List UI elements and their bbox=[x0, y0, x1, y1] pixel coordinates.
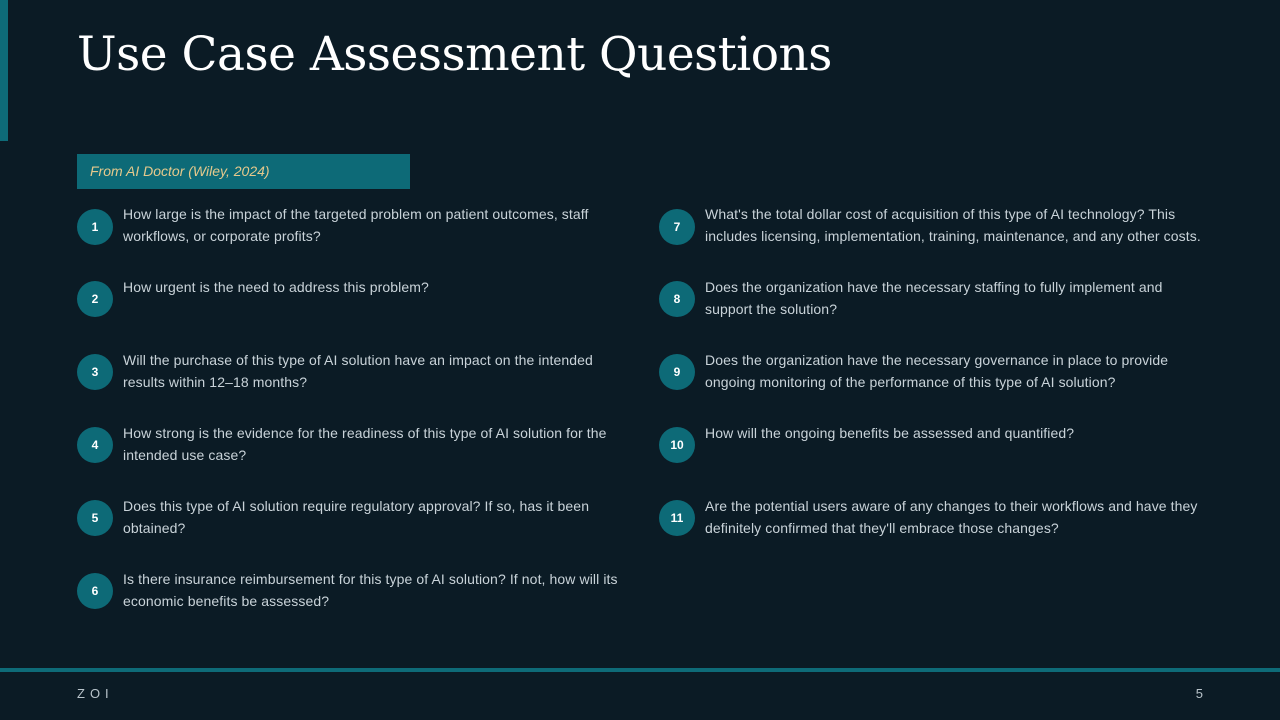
question-text: How will the ongoing benefits be assessed and quantified? bbox=[705, 425, 1075, 441]
footer-brand: ZOI bbox=[77, 686, 114, 701]
question-number-badge: 5 bbox=[77, 500, 113, 536]
question-text: How urgent is the need to address this problem? bbox=[123, 279, 429, 295]
accent-bar bbox=[0, 0, 8, 141]
question-text: What's the total dollar cost of acquisition of this type of AI technology? This includes licensing, implementation, training, maintenance, and any other costs. bbox=[705, 206, 1201, 244]
slide-title: Use Case Assessment Questions bbox=[77, 27, 832, 82]
question-number-badge: 8 bbox=[659, 281, 695, 317]
question-text: Is there insurance reimbursement for this type of AI solution? If not, how will its economic benefits be assessed? bbox=[123, 571, 618, 609]
page-number: 5 bbox=[1195, 686, 1203, 701]
footer-divider bbox=[0, 668, 1280, 672]
question-number-badge: 2 bbox=[77, 281, 113, 317]
question-text: Does the organization have the necessary governance in place to provide ongoing monitoring of the performance of this type of AI solution? bbox=[705, 352, 1169, 390]
question-number-badge: 3 bbox=[77, 354, 113, 390]
question-number-badge: 10 bbox=[659, 427, 695, 463]
question-number-badge: 11 bbox=[659, 500, 695, 536]
question-text: How large is the impact of the targeted problem on patient outcomes, staff workflows, or corporate profits? bbox=[123, 206, 589, 244]
question-number-badge: 6 bbox=[77, 573, 113, 609]
question-text: Does the organization have the necessary staffing to fully implement and support the solution? bbox=[705, 279, 1163, 317]
question-number-badge: 1 bbox=[77, 209, 113, 245]
question-number-badge: 9 bbox=[659, 354, 695, 390]
source-tag: From AI Doctor (Wiley, 2024) bbox=[77, 154, 410, 189]
question-number-badge: 7 bbox=[659, 209, 695, 245]
question-text: Does this type of AI solution require regulatory approval? If so, has it been obtained? bbox=[123, 498, 590, 536]
question-text: Are the potential users aware of any changes to their workflows and have they definitely confirmed that they'll embrace those changes? bbox=[705, 498, 1198, 536]
question-text: How strong is the evidence for the readiness of this type of AI solution for the intended use case? bbox=[123, 425, 607, 463]
question-text: Will the purchase of this type of AI solution have an impact on the intended results within 12–18 months? bbox=[123, 352, 593, 390]
question-number-badge: 4 bbox=[77, 427, 113, 463]
